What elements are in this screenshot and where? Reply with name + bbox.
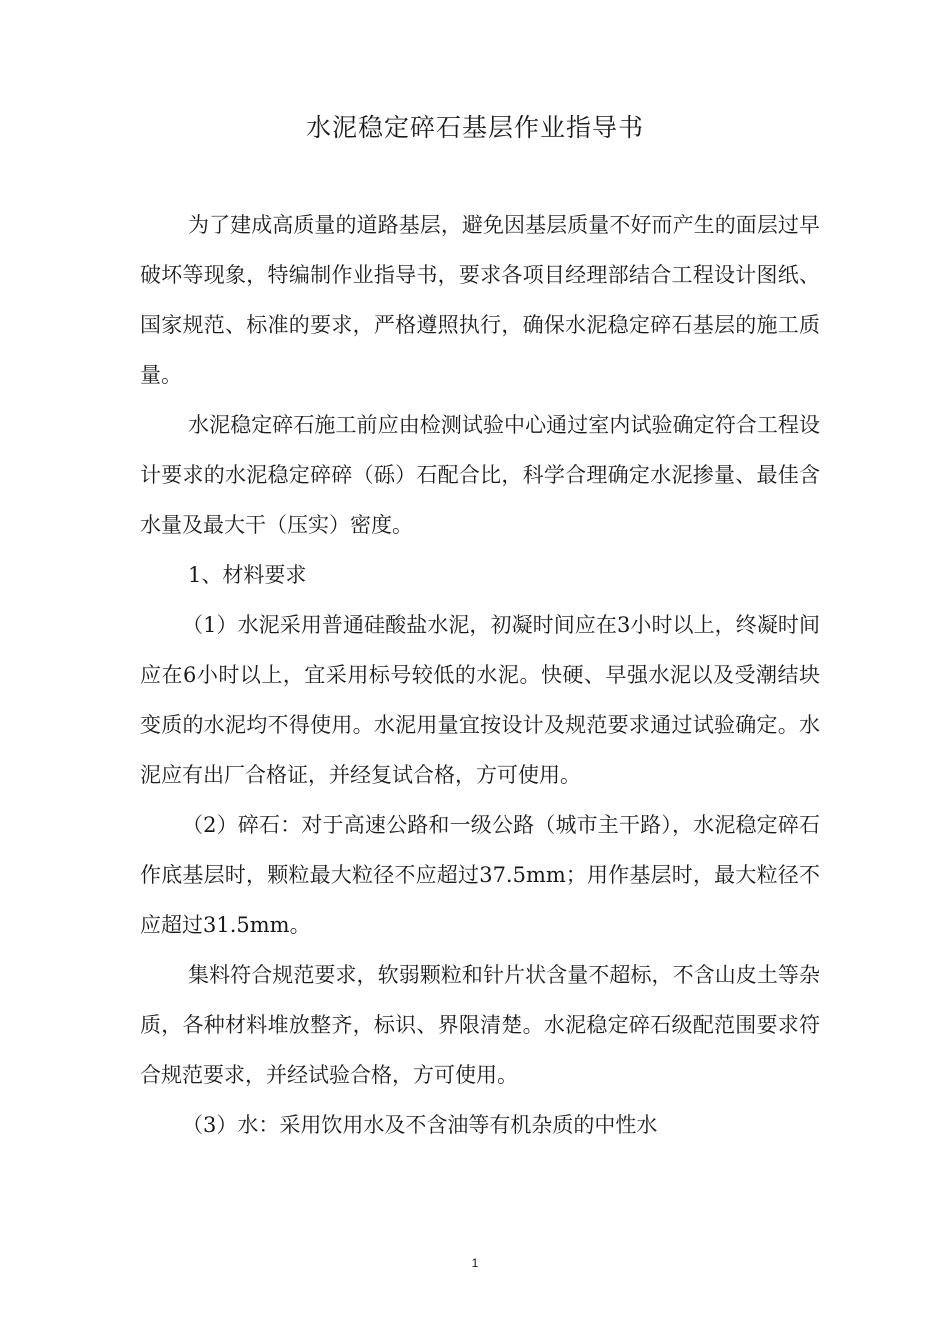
document-title: 水泥稳定碎石基层作业指导书 (305, 113, 644, 142)
document-body (140, 200, 820, 1150)
page-number: 1 (471, 1256, 479, 1270)
paragraph-mix-design: 水泥稳定碎石施工前应由检测试验中心通过室内试验确定符合工程设计要求的水泥稳定碎碎（砾）石配合比，科学合理确定水泥掺量、最佳含水量及最大干（压实）密度。 (140, 413, 820, 537)
paragraph-cement: （1）水泥采用普通硅酸盐水泥，初凝时间应在3小时以上，终凝时间应在6小时以上，宜采用标号较低的水泥。快硬、早强水泥以及受潮结块变质的水泥均不得使用。水泥用量宜按设计及规范要求通过试验确定。水泥应有出厂合格证，并经复试合格，方可使用。 (140, 613, 820, 787)
section-heading-materials: 1、材料要求 (188, 563, 307, 587)
paragraph-water: （3）水：采用饮用水及不含油等有机杂质的中性水 (182, 1113, 658, 1137)
paragraph-aggregate: 集料符合规范要求，软弱颗粒和针片状含量不超标，不含山皮土等杂质，各种材料堆放整齐，标识、界限清楚。水泥稳定碎石级配范围要求符合规范要求，并经试验合格，方可使用。 (140, 963, 820, 1087)
paragraph-intro: 为了建成高质量的道路基层，避免因基层质量不好而产生的面层过早破坏等现象，特编制作业指导书，要求各项目经理部结合工程设计图纸、国家规范、标准的要求，严格遵照执行，确保水泥稳定碎石基层的施工质量。 (140, 213, 820, 387)
paragraph-gravel: （2）碎石：对于高速公路和一级公路（城市主干路），水泥稳定碎石作底基层时，颗粒最大粒径不应超过37.5mm；用作基层时，最大粒径不应超过31.5mm。 (140, 813, 820, 937)
